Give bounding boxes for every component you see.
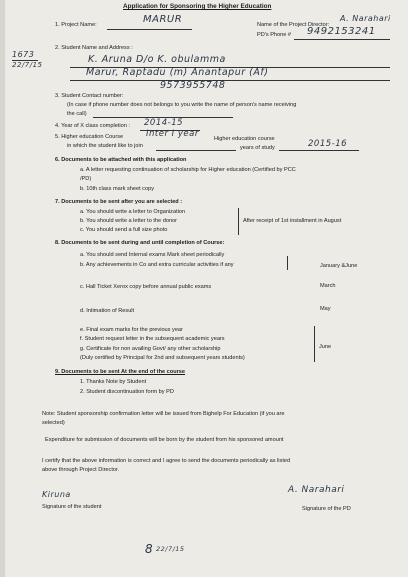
years-value: 2015-16 (308, 139, 348, 149)
director-value: A. Narahari (340, 14, 391, 23)
section-8-label: 8. Documents to be sent during and until completion of Course: (55, 240, 225, 246)
section-8-brace-efg (314, 326, 315, 362)
section-9-label: 9. Documents to be sent At the end of the course (55, 369, 186, 375)
section-7-item-c: c. You should send a full size photo (80, 227, 168, 233)
project-name-value: MARUR (143, 14, 183, 25)
project-name-label: 1. Project Name: (55, 22, 97, 28)
section-7-note: After receipt of 1st installment in August (243, 218, 342, 224)
xclass-label: 4. Year of X class completion : (55, 123, 130, 129)
expenditure-note: Expenditure for submission of documents will be born by the student from his sponsored amount (45, 437, 284, 443)
course-mid-label: Higher education course (214, 136, 275, 142)
section-6-item-a-cont: /PD) (80, 176, 92, 182)
course-value: Inter I year (146, 129, 199, 139)
timing-efg: June (319, 344, 332, 350)
section-7-label: 7. Documents to be sent after you are selected : (55, 199, 183, 205)
student-name: K. Aruna D/o K. obulamma (88, 54, 226, 65)
pd-signature-label: Signature of the PD (302, 506, 351, 512)
pd-phone-value: 9492153241 (307, 26, 376, 37)
contact-note-2: the call) (67, 111, 87, 117)
student-signature: Kiruna (42, 490, 71, 499)
section-8-item-a: a. You should send Internal exams Mark sheet periodically (80, 252, 225, 258)
section-8-item-d: d. Intimation of Result (80, 308, 135, 314)
student-signature-label: Signature of the student (42, 504, 102, 510)
course-sub-label: in which the student like to join (67, 143, 143, 149)
section-8-item-g-note: (Duly certified by Principal for 2nd and subsequent years students) (80, 355, 245, 361)
years-line (279, 150, 359, 151)
margin-note-number: 1673 (12, 50, 35, 59)
student-address: Marur, Raptadu (m) Anantapur (Af) (86, 67, 269, 78)
section-6-item-a: a. A letter requesting continuation of scholarship for Higher education (Certified by PCC (80, 167, 296, 173)
certify-line-2: above through Project Director. (42, 467, 120, 473)
pd-signature: A. Narahari (288, 485, 345, 495)
section-9-item-1: 1. Thanks Note by Student (80, 379, 147, 385)
section-8-item-g: g. Certificate for non availing Govt/ any other scholarship (80, 346, 221, 352)
timing-d: May (320, 306, 331, 312)
director-label: Name of the Project Director: (257, 22, 330, 28)
contact-note: (In case if phone number does not belongs to you write the name of person's name receiving (67, 102, 297, 108)
bottom-date: 22/7/15 (156, 545, 185, 553)
student-phone: 9573955748 (160, 80, 226, 91)
student-label: 2. Student Name and Address : (55, 45, 133, 51)
certify-line-1: I certify that the above information is correct and I agree to send the documents periodically as listed (42, 458, 291, 464)
margin-note-date: 22/7/15 (12, 61, 43, 69)
section-7-item-b: b. You should write a letter to the donor (80, 218, 178, 224)
section-8-item-e: e. Final exam marks for the previous year (80, 327, 183, 333)
timing-c: March (320, 283, 336, 289)
timing-b: January &June (320, 263, 358, 269)
address-line-2 (70, 80, 390, 81)
course-line (156, 150, 236, 151)
section-7-brace (238, 208, 239, 235)
section-8-item-f: f. Student request letter in the subsequent academic years (80, 336, 225, 342)
pd-phone-line (294, 39, 390, 40)
contact-label: 3. Student Contact number: (55, 93, 124, 99)
xclass-value: 2014-15 (144, 118, 184, 128)
document-title: Application for Sponsoring the Higher Education (123, 3, 272, 10)
pd-phone-label: PD's Phone # (257, 32, 292, 38)
note-line-2: selected) (42, 420, 65, 426)
course-label: 5. Higher education Course (55, 134, 124, 140)
section-8-brace-ab (287, 256, 288, 270)
section-8-item-c: c. Hall Ticket Xerox copy before annual public exams (80, 284, 212, 290)
note-line-1: Note: Student sponsorship confirmation letter will be issued from Bighelp For Education (if you are (42, 411, 285, 417)
project-name-line (107, 29, 192, 30)
section-6-item-b: b. 10th class mark sheet copy (80, 186, 154, 192)
section-9-item-2: 2. Student discontinuation form by PD (80, 389, 174, 395)
bottom-initial: 8 (145, 542, 154, 556)
section-6-label: 6. Documents to be attached with this application (55, 157, 187, 163)
left-edge-shadow (0, 0, 5, 577)
years-label: years of study (240, 145, 275, 151)
section-8-item-b: b. Any achievements in Co and extra curricular activities if any (80, 262, 234, 268)
margin-note-rule (12, 60, 38, 61)
section-7-item-a: a. You should write a letter to Organization (80, 209, 186, 215)
